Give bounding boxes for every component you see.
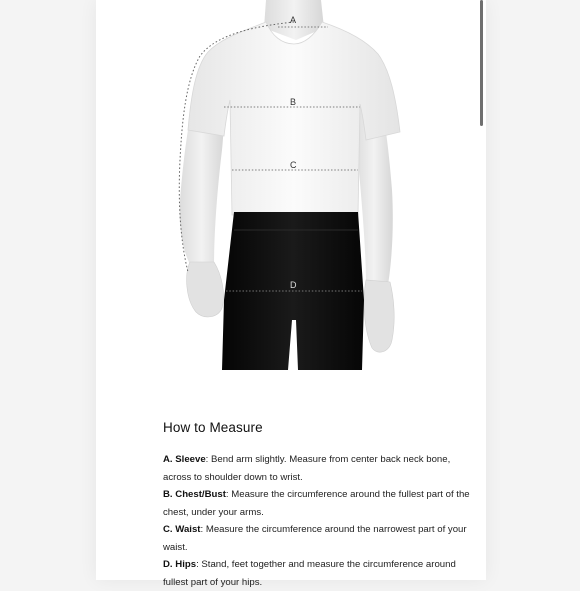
instruction-key: A. Sleeve [163, 454, 206, 465]
instruction-sleeve [163, 451, 473, 486]
instruction-key: B. Chest/Bust [163, 489, 226, 500]
size-guide-page [96, 0, 486, 588]
marker-d: D [290, 280, 297, 290]
right-hand-shape [364, 280, 394, 352]
mannequin-illustration [96, 0, 486, 380]
marker-a: A [290, 15, 297, 25]
instruction-hips [163, 556, 473, 591]
instruction-text: : Bend arm slightly. Measure from center back neck bone, across to shoulder down to wrist. [163, 454, 451, 483]
instruction-waist [163, 521, 473, 556]
left-hand-shape [187, 262, 224, 317]
instruction-chest [163, 486, 473, 521]
instruction-key: C. Waist [163, 524, 201, 535]
instruction-text: : Measure the circumference around the narrowest part of your waist. [163, 524, 467, 553]
instruction-key: D. Hips [163, 559, 197, 570]
marker-c: C [290, 160, 297, 170]
instruction-text: : Stand, feet together and measure the circumference around fullest part of your hips. [163, 559, 456, 588]
how-to-measure-section [163, 420, 473, 591]
page-scrollbar[interactable] [480, 0, 483, 126]
instruction-text: : Measure the circumference around the fullest part of the chest, under your arms. [163, 489, 470, 518]
marker-b: B [290, 97, 297, 107]
section-title: How to Measure [163, 420, 263, 435]
measurement-figure [96, 0, 486, 380]
